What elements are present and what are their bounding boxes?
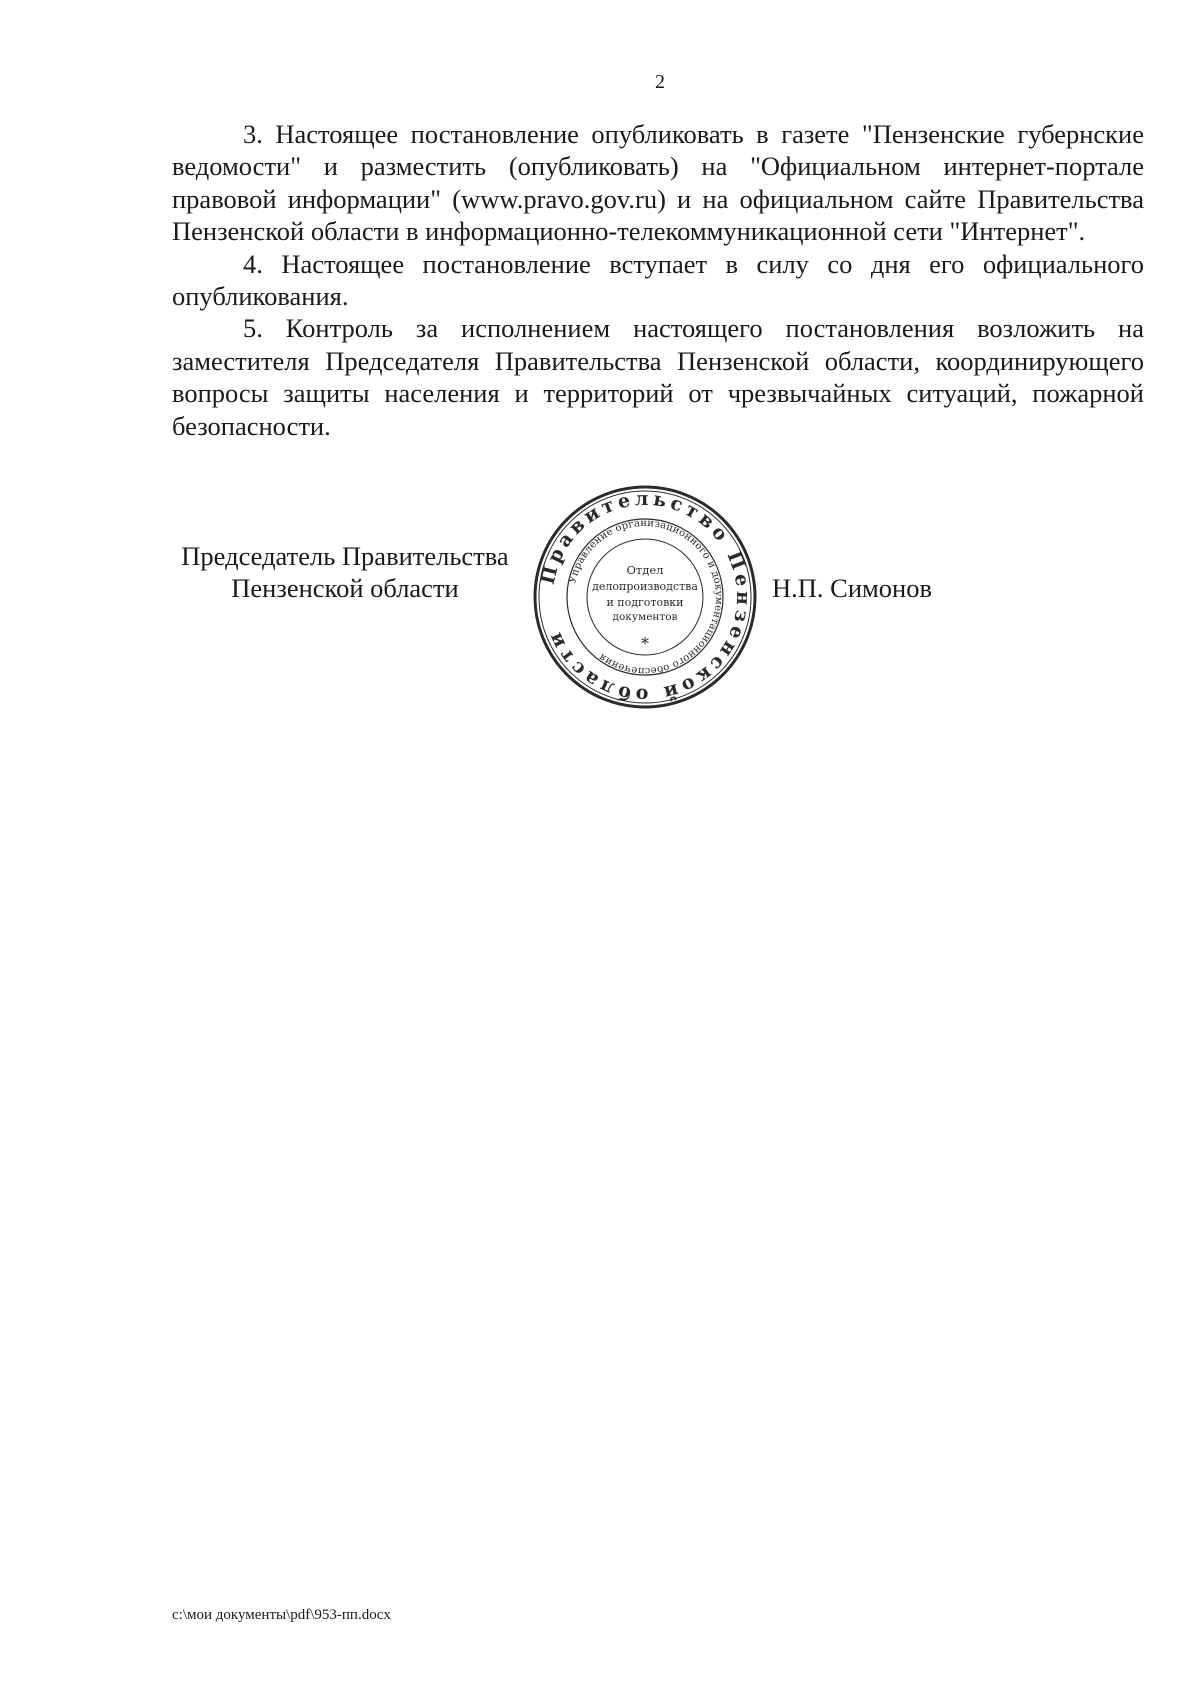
page-number: 2 xyxy=(655,71,665,93)
paragraph-5: 5. Контроль за исполнением настоящего постановления возложить на заместителя Председателя Правительства Пензенской области, координирующего вопросы защиты населения и территорий от чрезвычайных ситуаций, пожарной безопасности. xyxy=(172,313,1144,441)
seal-outer-ring-text: Правительство Пензенской области xyxy=(536,487,755,707)
seal-center-line-1: Отдел xyxy=(626,563,664,577)
signatory-position-line-1: Председатель Правительства xyxy=(181,541,509,571)
paragraph-3: 3. Настоящее постановление опубликовать в газете "Пензенские губернские ведомости" и разместить (опубликовать) на "Официальном интернет-портале правовой информации" (www.pravo.gov.ru) и на официальном сайте Правительства Пензенской области в информационно-телекоммуникационной сети "Интернет". xyxy=(172,119,1144,247)
official-seal xyxy=(532,484,758,710)
seal-star-icon: * xyxy=(641,634,649,653)
seal-center-line-2: делопроизводства xyxy=(592,580,698,593)
seal-inner-ring-text: Управление организационного и документационного обеспечения xyxy=(567,517,725,677)
seal-center-line-3: и подготовки xyxy=(606,596,684,609)
footer-file-path: c:\мои документы\pdf\953-пп.docx xyxy=(172,1607,391,1623)
signatory-position xyxy=(150,540,540,604)
signatory-name: Н.П. Симонов xyxy=(772,573,932,603)
signatory-position-line-2: Пензенской области xyxy=(231,573,459,603)
seal-center-line-4: документов xyxy=(612,611,678,623)
document-body xyxy=(172,118,1144,442)
paragraph-4: 4. Настоящее постановление вступает в силу со дня его официального опубликования. xyxy=(172,248,1144,312)
